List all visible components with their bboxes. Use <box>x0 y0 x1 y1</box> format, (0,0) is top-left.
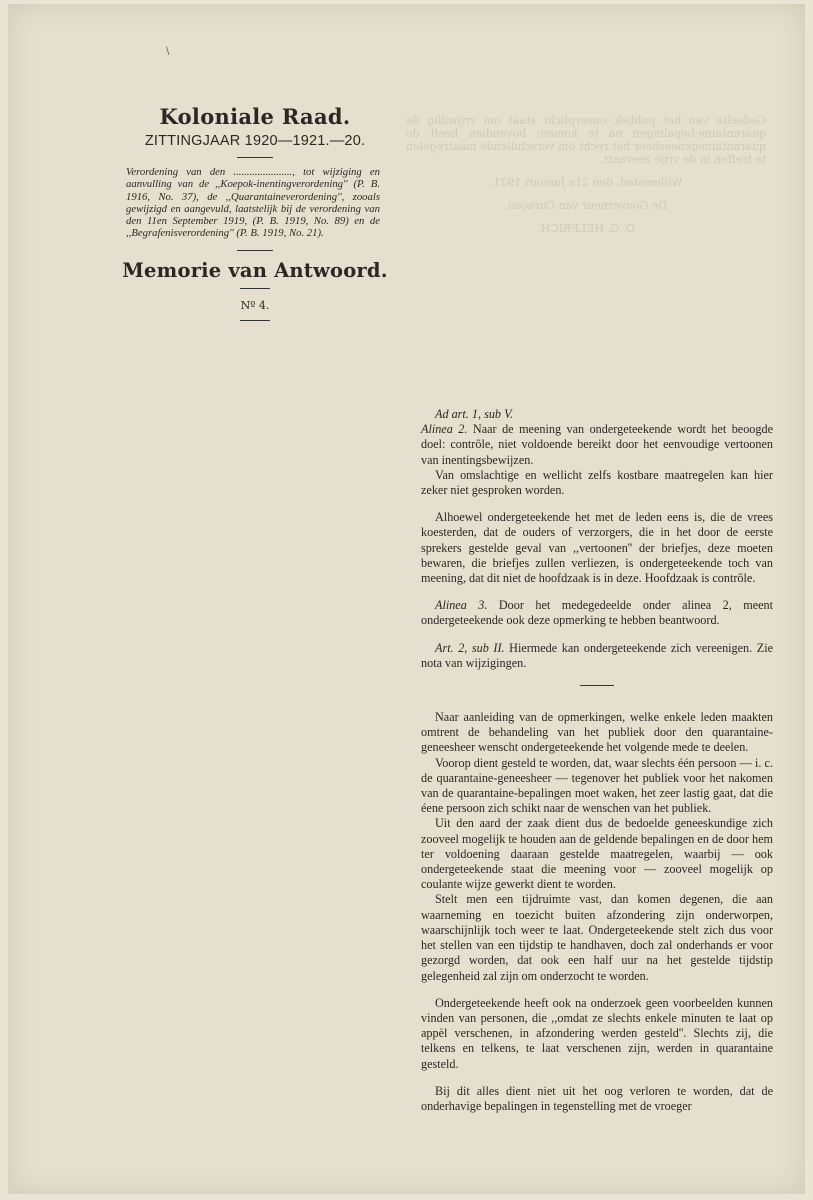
paragraph-text: Naar de meening van ondergeteekende wordt het beoogde doel: contrôle, niet voldoende bereikt door het eenvoudige vertoonen van inentingsbewijzen. <box>421 422 773 467</box>
paragraph-art-2 <box>421 641 773 671</box>
paragraph-alinea-3 <box>421 598 773 628</box>
header-rule <box>240 288 270 289</box>
paragraph: Van omslachtige en wellicht zelfs kostbare maatregelen kan hier zeker niet gesproken worden. <box>421 467 773 498</box>
paragraph: Bij dit alles dient niet uit het oog verloren te worden, dat de onderhavige bepalingen in tegenstelling met de vroeger <box>421 1083 773 1113</box>
margin-mark: \ <box>166 46 170 57</box>
header-rule <box>237 157 273 158</box>
section-reference: Ad art. 1, sub V. <box>435 407 513 421</box>
council-title: Koloniale Raad. <box>159 104 351 129</box>
memo-body <box>421 407 773 1114</box>
section-reference: Art. 2, sub II. <box>435 640 505 655</box>
paragraph: Stelt men een tijdruimte vast, dan komen degenen, die aan waarneming en toezicht buiten afzondering zijn onderworpen, waarschijnlijk toch weer te laat. Ondergeteekende stelt zich dus voor het stellen van een tijdstip te handhaven, doch zal onderhands er voor gezorgd worden, dat ook een half uur na het gestelde tijdstip gelegenheid zal zijn om onderzocht te worden. <box>421 892 773 983</box>
session-line: ZITTINGJAAR 1920—1921.—20. <box>144 133 366 149</box>
document-header <box>120 104 390 329</box>
memo-title: Memorie van Antwoord. <box>122 258 388 282</box>
paragraph-text: Hiermede kan ondergeteekende zich vereenigen. Zie nota van wijzigingen. <box>421 640 774 670</box>
paragraph: Naar aanleiding van de opmerkingen, welke enkele leden maakten omtrent de behandeling van het publiek door den quarantaine-geneesheer wenscht ondergeteekende het volgende mede te deelen. <box>421 710 773 755</box>
header-rule <box>237 250 273 251</box>
section-divider <box>580 685 614 686</box>
document-page <box>8 4 805 1194</box>
paragraph: Uit den aard der zaak dient dus de bedoelde geneeskundige zich zooveel mogelijk te houden aan de geldende bepalingen en de door hem ter voldoening daaraan gestelde maatregelen, waarbij — ook ondergeteekende staat die meening voor — zooveel mogelijk op coulante wijze gewerkt dient te worden. <box>421 816 773 892</box>
ghost-signature: O. G. HELFRICH. <box>537 222 635 235</box>
alinea-reference: Alinea 3. <box>435 598 488 613</box>
paragraph-text: Door het medegedeelde onder alinea 2, meent ondergeteekende ook deze opmerking te hebben beantwoord. <box>421 598 773 628</box>
paragraph-ad-art-1 <box>421 407 773 468</box>
header-rule <box>240 320 270 321</box>
ghost-paragraph: Gedeelte van het publiek onverplicht staat om vrijwillig de quarantaine-bepalingen na te komen; bovendien heeft de quarantainegeneesheer het recht om verschillende maatregelen te treffen in de vrije zeevaart. <box>406 114 766 166</box>
alinea-reference: Alinea 2. <box>421 422 468 437</box>
paragraph: Alhoewel ondergeteekende het met de leden eens is, die de vrees koesterden, dat de ouders of verzorgers, die in het door de eerste sprekers gestelde geval van ,,vertoonen'' der briefjes, deze moeten bewaren, die briefjes zullen verliezen, is ondergeteekende toch van meening, dat dit niet de hoofdzaak is in deze. Hoofdzaak is contrôle. <box>421 510 773 586</box>
paragraph: Ondergeteekende heeft ook na onderzoek geen voorbeelden kunnen vinden van personen, die ,,omdat ze slechts enkele minuten te laat op appèl verschenen, in afzondering werden gesteld''. Slechts zij, die telkens en telkens, te laat verschenen zijn, werden in quarantaine gesteld. <box>421 995 773 1071</box>
show-through-text <box>406 114 766 245</box>
paragraph: Voorop dient gesteld te worden, dat, waar slechts één persoon — i. c. de quarantaine-geneesheer — tegenover het publiek voor het nakomen van de quarantaine-bepalingen moet waken, het zeer lastig gaat, dat die éene persoon zich schikt naar de wenschen van het publiek. <box>421 755 773 816</box>
ghost-date: Willemstad, den 21e Januari 1921. <box>489 176 683 189</box>
document-number: Nº 4. <box>240 298 270 312</box>
ghost-governor-line: De Gouverneur van Curaçao, <box>504 199 668 212</box>
ordinance-description: Verordening van den ......................, tot wijziging en aanvulling van de ,,Koepok-inentingverordening'' (P. B. 1916, No. 37), de ,,Quarantaineverordening'', zooals gewijzigd en aangevuld, laatstelijk bij de verordening van den 11en September 1919, (P. B. 1919, No. 89) en de ,,Begrafenisverordening'' (P. B. 1919, No. 21). <box>126 166 380 240</box>
